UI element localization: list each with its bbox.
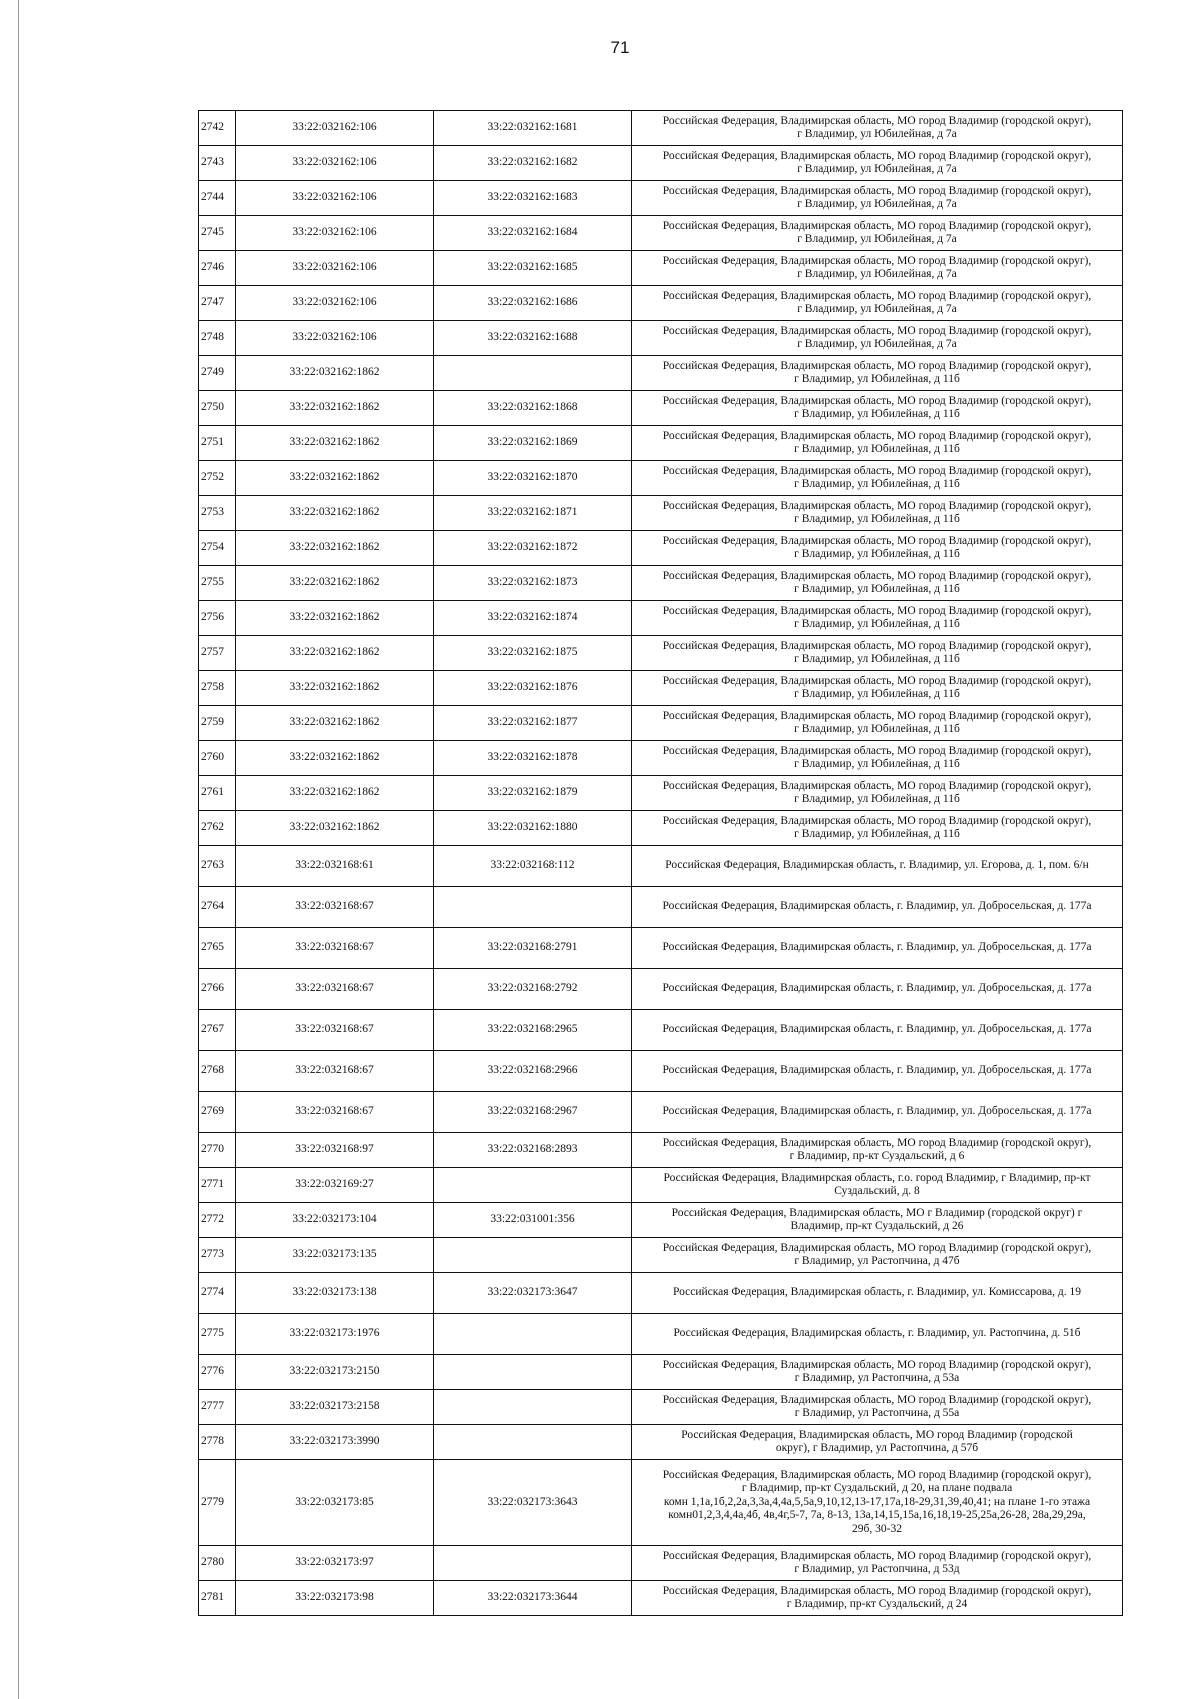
address-cell: [632, 321, 1123, 356]
address-line: Российская Федерация, Владимирская область, МО город Владимир (городской округ),: [662, 534, 1092, 547]
row-number-cell: 2750: [199, 391, 236, 426]
address-line: комн01,2,3,4,4а,4б, 4в,4г,5-7, 7а, 8-13, 13а,14,15,15а,16,18,19-25,25а,26-28, 28а,29,29а,: [668, 1509, 1086, 1522]
table-row: [199, 1051, 1123, 1092]
address-line: Российская Федерация, Владимирская область, МО город Владимир (городской округ),: [662, 709, 1092, 722]
address-line: Российская Федерация, Владимирская область, МО город Владимир (городской округ),: [662, 744, 1092, 757]
cadastral-number-cell: 33:22:032162:1869: [434, 426, 632, 461]
parent-cadastral-number-cell: 33:22:032162:106: [236, 216, 434, 251]
cadastral-number-cell: 33:22:031001:356: [434, 1203, 632, 1238]
parent-cadastral-number-cell: 33:22:032173:98: [236, 1581, 434, 1616]
row-number-cell: 2777: [199, 1390, 236, 1425]
cadastral-number-cell: 33:22:032168:2965: [434, 1010, 632, 1051]
address-line: Российская Федерация, Владимирская область, г. Владимир, ул. Добросельская, д. 177а: [662, 1023, 1092, 1036]
address-cell: [632, 1355, 1123, 1390]
parent-cadastral-number-cell: 33:22:032173:2158: [236, 1390, 434, 1425]
table-row: [199, 1010, 1123, 1051]
cadastral-number-cell: 33:22:032162:1682: [434, 146, 632, 181]
address-line: г Владимир, ул Юбилейная, д 7а: [797, 163, 957, 175]
page-number: 71: [610, 38, 630, 57]
address-line: Российская Федерация, Владимирская область, МО город Владимир (городской округ),: [662, 219, 1092, 232]
table-row: [199, 1133, 1123, 1168]
row-number-cell: 2757: [199, 636, 236, 671]
parent-cadastral-number-cell: 33:22:032162:1862: [236, 566, 434, 601]
cadastral-number-cell: [434, 356, 632, 391]
parent-cadastral-number-cell: 33:22:032162:1862: [236, 356, 434, 391]
cadastral-number-cell: 33:22:032162:1685: [434, 251, 632, 286]
parent-cadastral-number-cell: 33:22:032162:1862: [236, 426, 434, 461]
parent-cadastral-number-cell: 33:22:032173:135: [236, 1238, 434, 1273]
parent-cadastral-number-cell: 33:22:032173:3990: [236, 1425, 434, 1460]
table-row: [199, 671, 1123, 706]
address-line: г Владимир, ул Юбилейная, д 7а: [797, 128, 957, 140]
parent-cadastral-number-cell: 33:22:032168:67: [236, 969, 434, 1010]
table-row: [199, 776, 1123, 811]
parent-cadastral-number-cell: 33:22:032173:104: [236, 1203, 434, 1238]
cadastral-number-cell: 33:22:032168:2791: [434, 928, 632, 969]
address-line: г Владимир, ул Юбилейная, д 11б: [794, 513, 960, 525]
address-line: г Владимир, ул Юбилейная, д 11б: [794, 583, 960, 595]
cadastral-number-cell: 33:22:032162:1873: [434, 566, 632, 601]
parent-cadastral-number-cell: 33:22:032169:27: [236, 1168, 434, 1203]
address-cell: [632, 887, 1123, 928]
address-cell: [632, 461, 1123, 496]
address-line: Российская Федерация, Владимирская область, МО город Владимир (городской округ),: [662, 1393, 1092, 1406]
address-cell: [632, 1273, 1123, 1314]
cadastral-number-cell: 33:22:032168:2792: [434, 969, 632, 1010]
parent-cadastral-number-cell: 33:22:032162:1862: [236, 601, 434, 636]
table-row: [199, 1546, 1123, 1581]
address-line: г Владимир, ул Юбилейная, д 11б: [794, 478, 960, 490]
address-line: Российская Федерация, Владимирская область, МО город Владимир (городской округ),: [662, 254, 1092, 267]
cadastral-number-cell: 33:22:032168:2893: [434, 1133, 632, 1168]
row-number-cell: 2751: [199, 426, 236, 461]
row-number-cell: 2778: [199, 1425, 236, 1460]
table-row: [199, 1581, 1123, 1616]
parent-cadastral-number-cell: 33:22:032162:1862: [236, 776, 434, 811]
table-row: [199, 1203, 1123, 1238]
address-cell: [632, 1203, 1123, 1238]
cadastral-number-cell: 33:22:032168:2966: [434, 1051, 632, 1092]
table-row: [199, 969, 1123, 1010]
address-line: Российская Федерация, Владимирская область, МО город Владимир (городской округ),: [662, 289, 1092, 302]
address-line: Российская Федерация, Владимирская область, МО город Владимир (городской округ),: [662, 184, 1092, 197]
parent-cadastral-number-cell: 33:22:032168:97: [236, 1133, 434, 1168]
address-line: Российская Федерация, Владимирская область, г. Владимир, ул. Добросельская, д. 177а: [662, 900, 1092, 913]
address-cell: [632, 741, 1123, 776]
row-number-cell: 2749: [199, 356, 236, 391]
cadastral-number-cell: 33:22:032162:1870: [434, 461, 632, 496]
address-cell: [632, 969, 1123, 1010]
address-line: Российская Федерация, Владимирская область, МО город Владимир (городской округ),: [662, 569, 1092, 582]
address-cell: [632, 216, 1123, 251]
cadastral-number-cell: 33:22:032162:1688: [434, 321, 632, 356]
cadastral-number-cell: 33:22:032162:1877: [434, 706, 632, 741]
row-number-cell: 2771: [199, 1168, 236, 1203]
table-row: [199, 706, 1123, 741]
row-number-cell: 2776: [199, 1355, 236, 1390]
address-line: Российская Федерация, Владимирская область, МО город Владимир (городской округ),: [662, 604, 1092, 617]
address-line: Российская Федерация, Владимирская область, МО город Владимир (городской округ),: [662, 674, 1092, 687]
cadastral-number-cell: 33:22:032162:1684: [434, 216, 632, 251]
cadastral-number-cell: 33:22:032162:1683: [434, 181, 632, 216]
row-number-cell: 2766: [199, 969, 236, 1010]
address-line: г Владимир, ул Юбилейная, д 11б: [794, 408, 960, 420]
parent-cadastral-number-cell: 33:22:032162:106: [236, 146, 434, 181]
table-row: [199, 566, 1123, 601]
address-cell: [632, 1168, 1123, 1203]
address-cell: [632, 601, 1123, 636]
address-cell: [632, 1092, 1123, 1133]
row-number-cell: 2780: [199, 1546, 236, 1581]
address-line: Владимир, пр-кт Суздальский, д 26: [790, 1220, 964, 1232]
address-cell: [632, 636, 1123, 671]
address-cell: [632, 251, 1123, 286]
address-line: Российская Федерация, Владимирская область, МО город Владимир (городской округ),: [662, 1468, 1092, 1481]
table-row: [199, 216, 1123, 251]
address-cell: [632, 1010, 1123, 1051]
table-row: [199, 1355, 1123, 1390]
table-row: [199, 391, 1123, 426]
address-line: Российская Федерация, Владимирская область, МО город Владимир (городской округ),: [662, 1358, 1092, 1371]
address-cell: [632, 146, 1123, 181]
address-line: Российская Федерация, Владимирская область, г. Владимир, ул. Комиссарова, д. 19: [672, 1286, 1081, 1299]
address-line: г Владимир, пр-кт Суздальский, д 24: [786, 1598, 968, 1610]
table-row: [199, 321, 1123, 356]
cadastral-number-cell: [434, 1546, 632, 1581]
address-line: Российская Федерация, Владимирская область, МО г Владимир (городской округ) г: [671, 1206, 1083, 1219]
address-line: Российская Федерация, Владимирская область, МО город Владимир (городской округ),: [662, 394, 1092, 407]
parent-cadastral-number-cell: 33:22:032162:106: [236, 286, 434, 321]
address-line: г Владимир, ул Растопчина, д 55а: [794, 1407, 960, 1419]
address-cell: [632, 1314, 1123, 1355]
row-number-cell: 2774: [199, 1273, 236, 1314]
address-line: г Владимир, ул Юбилейная, д 11б: [794, 723, 960, 735]
address-line: Российская Федерация, Владимирская область, МО город Владимир (городской округ),: [662, 1241, 1092, 1254]
address-line: Российская Федерация, Владимирская область, МО город Владимир (городской округ),: [662, 464, 1092, 477]
row-number-cell: 2767: [199, 1010, 236, 1051]
address-line: г Владимир, ул Юбилейная, д 11б: [794, 618, 960, 630]
table-row: [199, 286, 1123, 321]
address-line: 29б, 30-32: [852, 1522, 902, 1535]
address-cell: [632, 1546, 1123, 1581]
table-row: [199, 601, 1123, 636]
row-number-cell: 2760: [199, 741, 236, 776]
address-line: Суздальский, д. 8: [834, 1185, 920, 1197]
cadastral-number-cell: 33:22:032162:1871: [434, 496, 632, 531]
address-line: Российская Федерация, Владимирская область, МО город Владимир (городской округ),: [662, 1136, 1092, 1149]
cadastral-number-cell: [434, 1355, 632, 1390]
address-line: Российская Федерация, Владимирская область, МО город Владимир (городской: [681, 1428, 1073, 1441]
parent-cadastral-number-cell: 33:22:032173:2150: [236, 1355, 434, 1390]
table-row: [199, 1460, 1123, 1546]
table-row: [199, 426, 1123, 461]
address-line: Российская Федерация, Владимирская область, МО город Владимир (городской округ),: [662, 114, 1092, 127]
row-number-cell: 2773: [199, 1238, 236, 1273]
table-row: [199, 181, 1123, 216]
table-row: [199, 887, 1123, 928]
address-line: г Владимир, ул Растопчина, д 47б: [794, 1255, 960, 1267]
parent-cadastral-number-cell: 33:22:032162:106: [236, 251, 434, 286]
address-line: Российская Федерация, Владимирская область, МО город Владимир (городской округ),: [662, 429, 1092, 442]
address-line: Российская Федерация, Владимирская область, МО город Владимир (городской округ),: [662, 1584, 1092, 1597]
address-cell: [632, 671, 1123, 706]
address-cell: [632, 811, 1123, 846]
cadastral-number-cell: 33:22:032162:1872: [434, 531, 632, 566]
address-line: Российская Федерация, Владимирская область, МО город Владимир (городской округ),: [662, 149, 1092, 162]
parent-cadastral-number-cell: 33:22:032162:106: [236, 111, 434, 146]
address-cell: [632, 1390, 1123, 1425]
row-number-cell: 2743: [199, 146, 236, 181]
cadastral-number-cell: 33:22:032162:1874: [434, 601, 632, 636]
row-number-cell: 2753: [199, 496, 236, 531]
table-row: [199, 1238, 1123, 1273]
row-number-cell: 2754: [199, 531, 236, 566]
cadastral-number-cell: 33:22:032173:3643: [434, 1460, 632, 1546]
cadastral-number-cell: 33:22:032168:112: [434, 846, 632, 887]
address-cell: [632, 1238, 1123, 1273]
parent-cadastral-number-cell: 33:22:032162:1862: [236, 461, 434, 496]
cadastral-number-cell: [434, 1425, 632, 1460]
row-number-cell: 2756: [199, 601, 236, 636]
address-line: Российская Федерация, Владимирская область, МО город Владимир (городской округ),: [662, 1549, 1092, 1562]
address-line: Российская Федерация, Владимирская область, г. Владимир, ул. Добросельская, д. 177а: [662, 941, 1092, 954]
cadastral-number-cell: 33:22:032162:1681: [434, 111, 632, 146]
cadastral-number-cell: [434, 1168, 632, 1203]
row-number-cell: 2744: [199, 181, 236, 216]
address-cell: [632, 1581, 1123, 1616]
address-line: г Владимир, ул Юбилейная, д 11б: [794, 688, 960, 700]
row-number-cell: 2765: [199, 928, 236, 969]
address-line: комн 1,1а,1б,2,2а,3,3а,4,4а,5,5а,9,10,12,13-17,17а,18-29,31,39,40,41; на плане 1-го этажа: [663, 1495, 1091, 1508]
address-cell: [632, 356, 1123, 391]
table-row: [199, 496, 1123, 531]
table-row: [199, 1273, 1123, 1314]
parent-cadastral-number-cell: 33:22:032173:97: [236, 1546, 434, 1581]
parent-cadastral-number-cell: 33:22:032173:1976: [236, 1314, 434, 1355]
address-line: Российская Федерация, Владимирская область, г. Владимир, ул. Добросельская, д. 177а: [662, 1105, 1092, 1118]
address-cell: [632, 181, 1123, 216]
table-row: [199, 1425, 1123, 1460]
address-line: г Владимир, ул Юбилейная, д 7а: [797, 198, 957, 210]
parent-cadastral-number-cell: 33:22:032162:106: [236, 321, 434, 356]
address-line: Российская Федерация, Владимирская область, г. Владимир, ул. Добросельская, д. 177а: [662, 1064, 1092, 1077]
address-line: г Владимир, ул Юбилейная, д 7а: [797, 338, 957, 350]
table-row: [199, 111, 1123, 146]
row-number-cell: 2759: [199, 706, 236, 741]
parent-cadastral-number-cell: 33:22:032173:138: [236, 1273, 434, 1314]
row-number-cell: 2748: [199, 321, 236, 356]
address-cell: [632, 928, 1123, 969]
table-row: [199, 251, 1123, 286]
row-number-cell: 2758: [199, 671, 236, 706]
address-line: Российская Федерация, Владимирская область, г. Владимир, ул. Егорова, д. 1, пом. 6/н: [665, 859, 1089, 872]
parent-cadastral-number-cell: 33:22:032168:67: [236, 1092, 434, 1133]
parent-cadastral-number-cell: 33:22:032168:61: [236, 846, 434, 887]
address-line: Российская Федерация, Владимирская область, МО город Владимир (городской округ),: [662, 324, 1092, 337]
table-row: [199, 741, 1123, 776]
address-line: г Владимир, пр-кт Суздальский, д 6: [789, 1150, 965, 1162]
address-line: Российская Федерация, Владимирская область, МО город Владимир (городской округ),: [662, 499, 1092, 512]
row-number-cell: 2747: [199, 286, 236, 321]
cadastral-number-cell: 33:22:032162:1878: [434, 741, 632, 776]
address-line: Российская Федерация, Владимирская область, МО город Владимир (городской округ),: [662, 639, 1092, 652]
address-line: Российская Федерация, Владимирская область, МО город Владимир (городской округ),: [662, 814, 1092, 827]
parent-cadastral-number-cell: 33:22:032162:1862: [236, 391, 434, 426]
address-line: г Владимир, пр-кт Суздальский, д 20, на плане подвала: [741, 1482, 1013, 1495]
cadastral-number-cell: 33:22:032162:1686: [434, 286, 632, 321]
address-line: Российская Федерация, Владимирская область, г. Владимир, ул. Растопчина, д. 51б: [673, 1327, 1081, 1340]
table-row: [199, 146, 1123, 181]
address-cell: [632, 496, 1123, 531]
registry-table-body: [199, 111, 1123, 1616]
parent-cadastral-number-cell: 33:22:032162:1862: [236, 671, 434, 706]
table-row: [199, 1168, 1123, 1203]
cadastral-number-cell: 33:22:032162:1868: [434, 391, 632, 426]
parent-cadastral-number-cell: 33:22:032162:1862: [236, 811, 434, 846]
cadastral-number-cell: 33:22:032173:3644: [434, 1581, 632, 1616]
address-cell: [632, 111, 1123, 146]
parent-cadastral-number-cell: 33:22:032168:67: [236, 887, 434, 928]
table-row: [199, 636, 1123, 671]
address-line: г Владимир, ул Юбилейная, д 11б: [794, 443, 960, 455]
address-cell: [632, 1460, 1123, 1546]
cadastral-number-cell: 33:22:032162:1879: [434, 776, 632, 811]
registry-table: [198, 110, 1123, 1616]
address-cell: [632, 706, 1123, 741]
address-cell: [632, 846, 1123, 887]
parent-cadastral-number-cell: 33:22:032162:106: [236, 181, 434, 216]
cadastral-number-cell: 33:22:032162:1880: [434, 811, 632, 846]
address-cell: [632, 1051, 1123, 1092]
parent-cadastral-number-cell: 33:22:032168:67: [236, 928, 434, 969]
cadastral-number-cell: [434, 887, 632, 928]
address-cell: [632, 286, 1123, 321]
parent-cadastral-number-cell: 33:22:032162:1862: [236, 496, 434, 531]
row-number-cell: 2769: [199, 1092, 236, 1133]
parent-cadastral-number-cell: 33:22:032162:1862: [236, 706, 434, 741]
row-number-cell: 2768: [199, 1051, 236, 1092]
row-number-cell: 2779: [199, 1460, 236, 1546]
address-line: г Владимир, ул Юбилейная, д 7а: [797, 268, 957, 280]
row-number-cell: 2761: [199, 776, 236, 811]
row-number-cell: 2755: [199, 566, 236, 601]
address-cell: [632, 391, 1123, 426]
row-number-cell: 2770: [199, 1133, 236, 1168]
address-line: г Владимир, ул Юбилейная, д 11б: [794, 653, 960, 665]
cadastral-number-cell: 33:22:032162:1875: [434, 636, 632, 671]
table-row: [199, 1390, 1123, 1425]
address-line: г Владимир, ул Юбилейная, д 11б: [794, 793, 960, 805]
parent-cadastral-number-cell: 33:22:032162:1862: [236, 531, 434, 566]
row-number-cell: 2745: [199, 216, 236, 251]
parent-cadastral-number-cell: 33:22:032162:1862: [236, 636, 434, 671]
parent-cadastral-number-cell: 33:22:032173:85: [236, 1460, 434, 1546]
row-number-cell: 2775: [199, 1314, 236, 1355]
parent-cadastral-number-cell: 33:22:032168:67: [236, 1051, 434, 1092]
row-number-cell: 2762: [199, 811, 236, 846]
address-cell: [632, 1425, 1123, 1460]
address-line: Российская Федерация, Владимирская область, МО город Владимир (городской округ),: [662, 359, 1092, 372]
address-line: Российская Федерация, Владимирская область, г. Владимир, ул. Добросельская, д. 177а: [662, 982, 1092, 995]
table-row: [199, 356, 1123, 391]
table-row: [199, 928, 1123, 969]
address-line: г Владимир, ул Юбилейная, д 11б: [794, 373, 960, 385]
address-line: г Владимир, ул Юбилейная, д 11б: [794, 828, 960, 840]
parent-cadastral-number-cell: 33:22:032168:67: [236, 1010, 434, 1051]
table-row: [199, 1092, 1123, 1133]
address-cell: [632, 531, 1123, 566]
address-line: г Владимир, ул Юбилейная, д 11б: [794, 548, 960, 560]
address-cell: [632, 426, 1123, 461]
table-row: [199, 461, 1123, 496]
row-number-cell: 2763: [199, 846, 236, 887]
parent-cadastral-number-cell: 33:22:032162:1862: [236, 741, 434, 776]
cadastral-number-cell: [434, 1238, 632, 1273]
table-row: [199, 846, 1123, 887]
address-line: округ), г Владимир, ул Растопчина, д 57б: [775, 1442, 979, 1454]
address-line: г Владимир, ул Юбилейная, д 11б: [794, 758, 960, 770]
cadastral-number-cell: 33:22:032173:3647: [434, 1273, 632, 1314]
table-row: [199, 531, 1123, 566]
row-number-cell: 2772: [199, 1203, 236, 1238]
address-line: г Владимир, ул Растопчина, д 53д: [794, 1563, 960, 1575]
address-line: г Владимир, ул Юбилейная, д 7а: [797, 303, 957, 315]
row-number-cell: 2742: [199, 111, 236, 146]
address-cell: [632, 566, 1123, 601]
row-number-cell: 2752: [199, 461, 236, 496]
cadastral-number-cell: [434, 1314, 632, 1355]
cadastral-number-cell: 33:22:032168:2967: [434, 1092, 632, 1133]
cadastral-number-cell: 33:22:032162:1876: [434, 671, 632, 706]
scan-margin-line: [18, 0, 19, 1699]
cadastral-number-cell: [434, 1390, 632, 1425]
table-row: [199, 1314, 1123, 1355]
address-line: г Владимир, ул Растопчина, д 53а: [794, 1372, 960, 1384]
table-row: [199, 811, 1123, 846]
address-line: г Владимир, ул Юбилейная, д 7а: [797, 233, 957, 245]
address-line: Российская Федерация, Владимирская область, МО город Владимир (городской округ),: [662, 779, 1092, 792]
row-number-cell: 2764: [199, 887, 236, 928]
address-cell: [632, 1133, 1123, 1168]
address-line: Российская Федерация, Владимирская область, г.о. город Владимир, г Владимир, пр-кт: [663, 1171, 1091, 1184]
address-cell: [632, 776, 1123, 811]
row-number-cell: 2746: [199, 251, 236, 286]
row-number-cell: 2781: [199, 1581, 236, 1616]
